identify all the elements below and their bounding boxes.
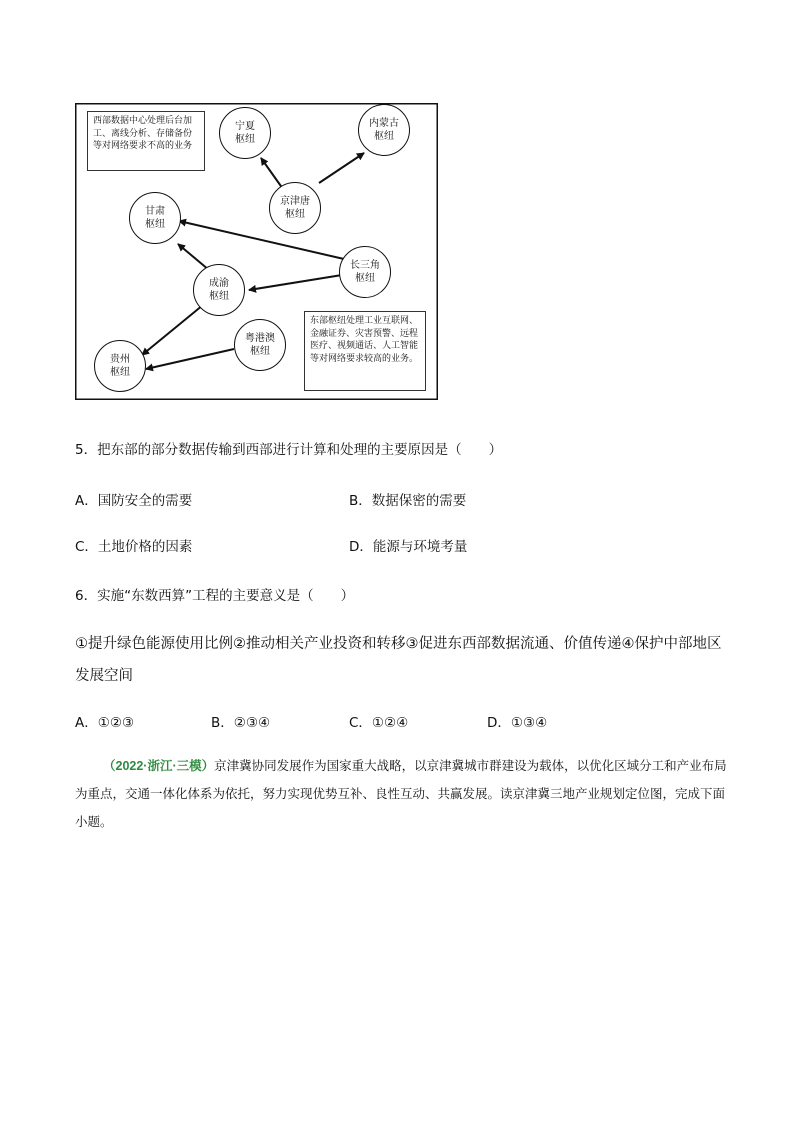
node-yuegangao [234, 319, 286, 371]
node-label: 长三角 枢纽 [350, 260, 380, 284]
q5-option-c[interactable]: C．土地价格的因素 [75, 539, 193, 555]
node-chengyu [193, 264, 245, 316]
question-5-stem: 5．把东部的部分数据传输到西部进行计算和处理的主要原因是（ ） [75, 442, 503, 458]
reading-intro [75, 752, 735, 836]
q5-option-a[interactable]: A．国防安全的需要 [75, 493, 193, 509]
note-east: 东部枢纽处理工业互联网、金融证券、灾害预警、远程医疗、视频通话、人工智能等对网络要求较高的业务。 [304, 311, 426, 391]
node-neimenggu [358, 104, 410, 156]
source-tag: （2022·浙江·三模） [103, 759, 215, 773]
q6-option-b[interactable]: B．②③④ [211, 715, 271, 731]
node-label: 内蒙古 枢纽 [369, 118, 399, 142]
node-label: 贵州 枢纽 [110, 354, 130, 378]
q6-option-a[interactable]: A．①②③ [75, 715, 135, 731]
question-6-stem: 6．实施“东数西算”工程的主要意义是（ ） [75, 588, 355, 604]
node-guizhou [94, 340, 146, 392]
q5-option-b[interactable]: B．数据保密的需要 [349, 493, 467, 509]
node-gansu [129, 192, 181, 244]
intro-text: 京津冀协同发展作为国家重大战略，以京津冀城市群建设为载体，以优化区域分工和产业布局为重点，交通一体化体系为依托，努力实现优势互补、良性互动、共赢发展。读京津冀三地产业规划定位图，完成下面小题。 [75, 758, 727, 829]
q5-option-d[interactable]: D．能源与环境考量 [349, 539, 468, 555]
node-ningxia [219, 107, 271, 159]
node-label: 甘肃 枢纽 [145, 206, 165, 230]
q6-option-d[interactable]: D．①③④ [487, 715, 548, 731]
node-changsanjiao [339, 246, 391, 298]
q6-option-c[interactable]: C．①②④ [349, 715, 409, 731]
node-label: 粤港澳 枢纽 [245, 333, 275, 357]
node-label: 京津唐 枢纽 [280, 196, 310, 220]
node-label: 宁夏 枢纽 [235, 121, 255, 145]
node-jingjinji [269, 182, 321, 234]
q6-statements: ①提升绿色能源使用比例②推动相关产业投资和转移③促进东西部数据流通、价值传递④保护中部地区发展空间 [75, 636, 722, 684]
note-west: 西部数据中心处理后台加工、离线分析、存储备份等对网络要求不高的业务 [87, 111, 205, 171]
node-label: 成渝 枢纽 [209, 278, 229, 302]
data-hub-diagram [75, 103, 438, 400]
